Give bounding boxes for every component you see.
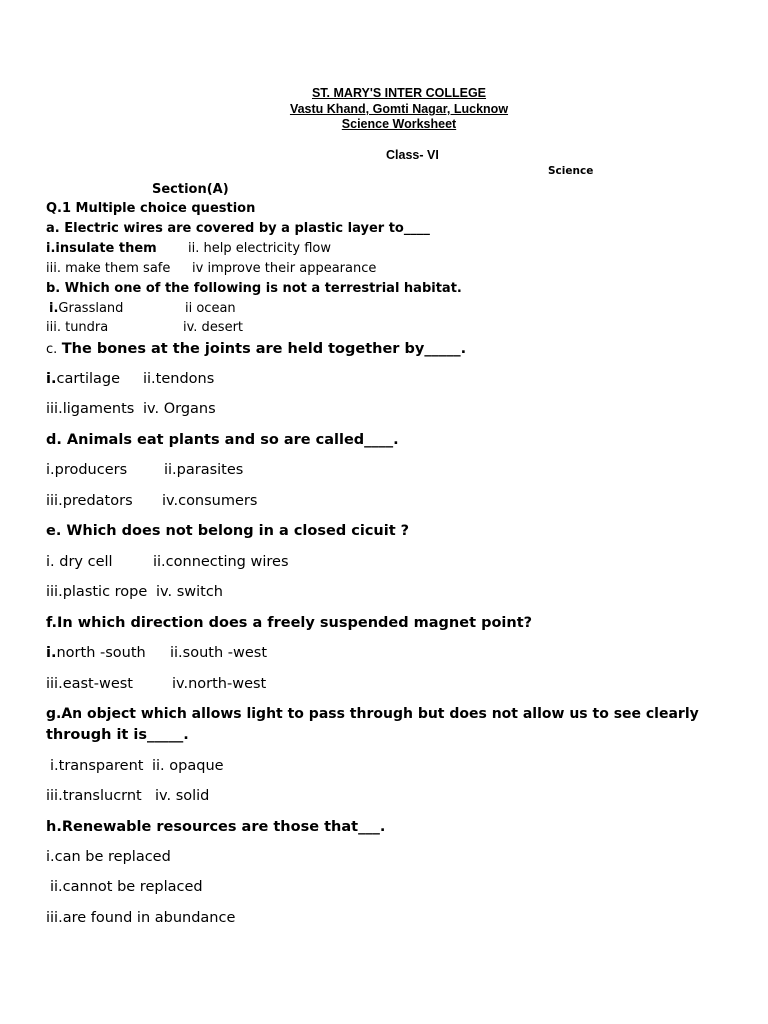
option-b-iii: iii. tundra <box>46 320 109 335</box>
option-a-i: i.insulate them <box>46 241 157 256</box>
option-f-i-number: i. <box>46 645 57 661</box>
section-heading: Section(A) <box>152 182 229 197</box>
option-c-iii: iii.ligaments <box>46 401 135 417</box>
question-f: f.In which direction does a freely suspended magnet point? <box>46 615 533 631</box>
option-c-i-text: cartilage <box>56 371 121 387</box>
option-d-i: i.producers <box>46 462 128 478</box>
class-label: Class- VI <box>386 148 439 162</box>
school-address: Vastu Khand, Gomti Nagar, Lucknow <box>289 102 509 116</box>
option-g-ii: ii. opaque <box>152 758 224 774</box>
question-h: h.Renewable resources are those that___. <box>46 819 386 835</box>
option-d-iii: iii.predators <box>46 493 133 509</box>
option-f-i-text: north -south <box>56 645 146 661</box>
option-b-i-number: i. <box>49 301 59 316</box>
option-b-i <box>49 301 123 316</box>
option-d-ii: ii.parasites <box>164 462 244 478</box>
option-c-i <box>46 371 120 387</box>
subject-label: Science <box>548 165 594 177</box>
option-f-iii: iii.east-west <box>46 676 133 692</box>
option-h-iii: iii.are found in abundance <box>46 910 236 926</box>
option-d-iv: iv.consumers <box>162 493 258 509</box>
option-f-ii: ii.south -west <box>170 645 268 661</box>
option-h-ii: ii.cannot be replaced <box>50 879 203 895</box>
option-e-i: i. dry cell <box>46 554 113 570</box>
question-e: e. Which does not belong in a closed cicuit ? <box>46 523 410 539</box>
school-name: ST. MARY'S INTER COLLEGE <box>311 86 487 100</box>
option-b-i-text: Grassland <box>58 301 124 316</box>
option-e-iii: iii.plastic rope <box>46 584 148 600</box>
option-c-ii: ii.tendons <box>143 371 215 387</box>
option-g-iv: iv. solid <box>155 788 210 804</box>
question-a: a. Electric wires are covered by a plastic layer to____ <box>46 221 430 236</box>
question-d: d. Animals eat plants and so are called____. <box>46 432 399 448</box>
worksheet-title: Science Worksheet <box>341 117 457 131</box>
option-b-iv: iv. desert <box>183 320 244 335</box>
question-c <box>46 340 466 358</box>
option-a-iii: iii. make them safe <box>46 261 171 276</box>
option-f-i <box>46 645 146 661</box>
option-h-i: i.can be replaced <box>46 849 171 865</box>
option-c-iv: iv. Organs <box>143 401 216 417</box>
question-g-line1: g.An object which allows light to pass through but does not allow us to see clearly <box>46 706 699 722</box>
option-a-ii: ii. help electricity flow <box>188 241 331 256</box>
option-b-ii: ii ocean <box>185 301 236 316</box>
option-e-iv: iv. switch <box>156 584 223 600</box>
question-c-text: The bones at the joints are held together by_____. <box>61 341 467 357</box>
q1-heading: Q.1 Multiple choice question <box>46 201 256 216</box>
option-a-iv: iv improve their appearance <box>192 261 377 276</box>
option-f-iv: iv.north-west <box>172 676 267 692</box>
question-g-line2: through it is_____. <box>46 727 189 743</box>
option-g-iii: iii.translucrnt <box>46 788 142 804</box>
option-c-i-number: i. <box>46 371 57 387</box>
question-c-prefix: c. <box>46 342 58 357</box>
option-e-ii: ii.connecting wires <box>153 554 289 570</box>
question-b: b. Which one of the following is not a terrestrial habitat. <box>46 281 462 296</box>
option-g-i: i.transparent <box>50 758 144 774</box>
